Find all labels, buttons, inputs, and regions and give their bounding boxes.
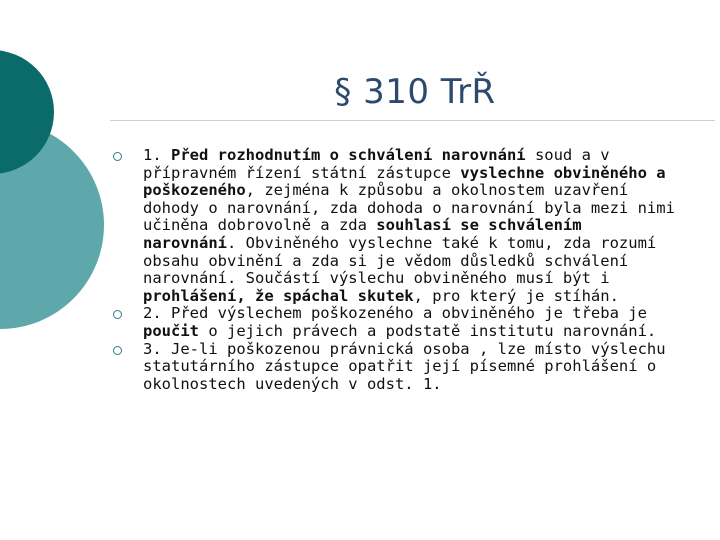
hollow-circle-bullet-icon [113,346,122,355]
bold-text-run: prohlášení, že spáchal skutek [143,286,414,305]
text-run: soud a v přípravném řízení státní zástupce [143,146,610,182]
text-run: 1. [143,146,171,164]
title-divider [110,120,715,121]
bullet-item [112,147,682,305]
text-run: 2. Před výslechem poškozeného a obviněného je třeba je [143,304,647,323]
bullet-text [143,341,682,394]
bold-text-run: vyslechne obviněného a poškozeného [143,163,666,200]
bold-text-run: poučit [143,321,199,340]
decorative-circles [0,0,110,540]
bullet-item [112,341,682,394]
bold-text-run: Před rozhodnutím o schválení narovnání [171,146,526,164]
hollow-circle-bullet-icon [113,152,122,161]
bullet-item [112,305,682,340]
hollow-circle-bullet-icon [113,310,122,319]
text-run: . Obviněného vyslechne také k tomu, zda rozumí obsahu obvinění a zda si je vědom důsledků schválení narovnání. Součástí výslechu obviněného musí být i [143,233,657,288]
text-run: 3. Je-li poškozenou právnická osoba , lze místo výslechu statutárního zástupce opatřit její písemné prohlášení o okolnostech uvedených v odst. 1. [143,339,666,393]
bullet-text [143,305,682,340]
slide-title: § 310 TrŘ [334,72,496,112]
bullet-text [143,147,682,305]
text-run: , zejména k způsobu a okolnostem uzavření dohody o narovnání, zda dohoda o narovnání byla mezi nimi učiněna dobrovolně a zda [143,181,675,235]
text-run: o jejich právech a podstatě institutu narovnání. [199,321,657,340]
text-run: , pro který je stíhán. [413,286,619,305]
bold-text-run: souhlasí se schválením narovnání [143,216,582,252]
bullet-list [112,147,682,393]
